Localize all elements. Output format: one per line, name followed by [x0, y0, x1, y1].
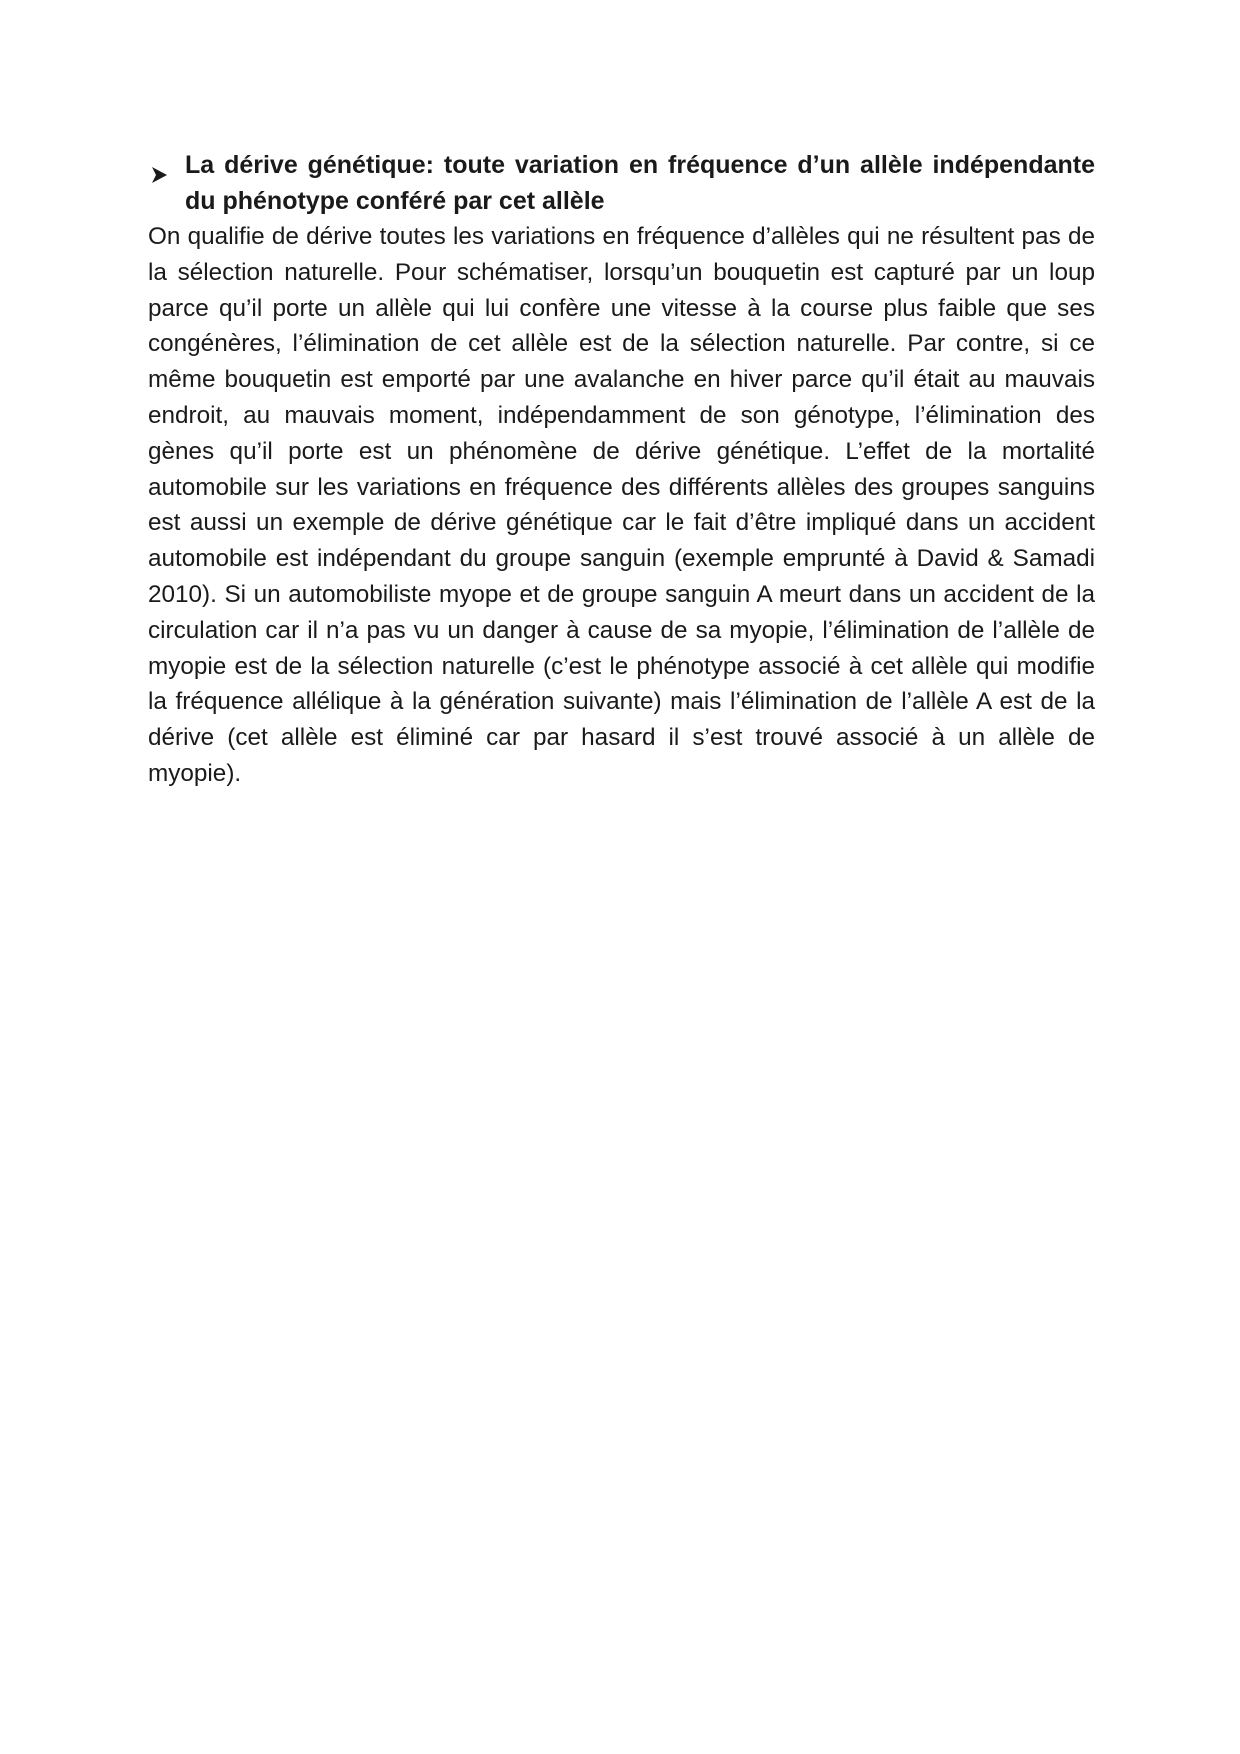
- section-heading-text: La dérive génétique: toute variation en fréquence d’un allèle indépendante du phénotype conféré par cet allèle: [185, 151, 1095, 215]
- body-paragraph: On qualifie de dérive toutes les variations en fréquence d’allèles qui ne résultent pas de la sélection naturelle. Pour schématiser, lorsqu’un bouquetin est capturé par un loup parce qu’il porte un allèle qui lui confère une vitesse à la course plus faible que ses congénères, l’élimination de cet allèle est de la sélection naturelle. Par contre, si ce même bouquetin est emporté par une avalanche en hiver parce qu’il était au mauvais endroit, au mauvais moment, indépendamment de son génotype, l’élimination des gènes qu’il porte est un phénomène de dérive génétique. L’effet de la mortalité automobile sur les variations en fréquence des différents allèles des groupes sanguins est aussi un exemple de dérive génétique car le fait d’être impliqué dans un accident automobile est indépendant du groupe sanguin (exemple emprunté à David & Samadi 2010). Si un automobiliste myope et de groupe sanguin A meurt dans un accident de la circulation car il n’a pas vu un danger à cause de sa myopie, l’élimination de l’allèle de myopie est de la sélection naturelle (c’est le phénotype associé à cet allèle qui modifie la fréquence allélique à la génération suivante) mais l’élimination de l’allèle A est de la dérive (cet allèle est éliminé car par hasard il s’est trouvé associé à un allèle de myopie).: [148, 223, 1095, 787]
- arrowhead-bullet-icon: [151, 158, 167, 174]
- section-heading: [148, 148, 1095, 219]
- page-content: [148, 148, 1095, 792]
